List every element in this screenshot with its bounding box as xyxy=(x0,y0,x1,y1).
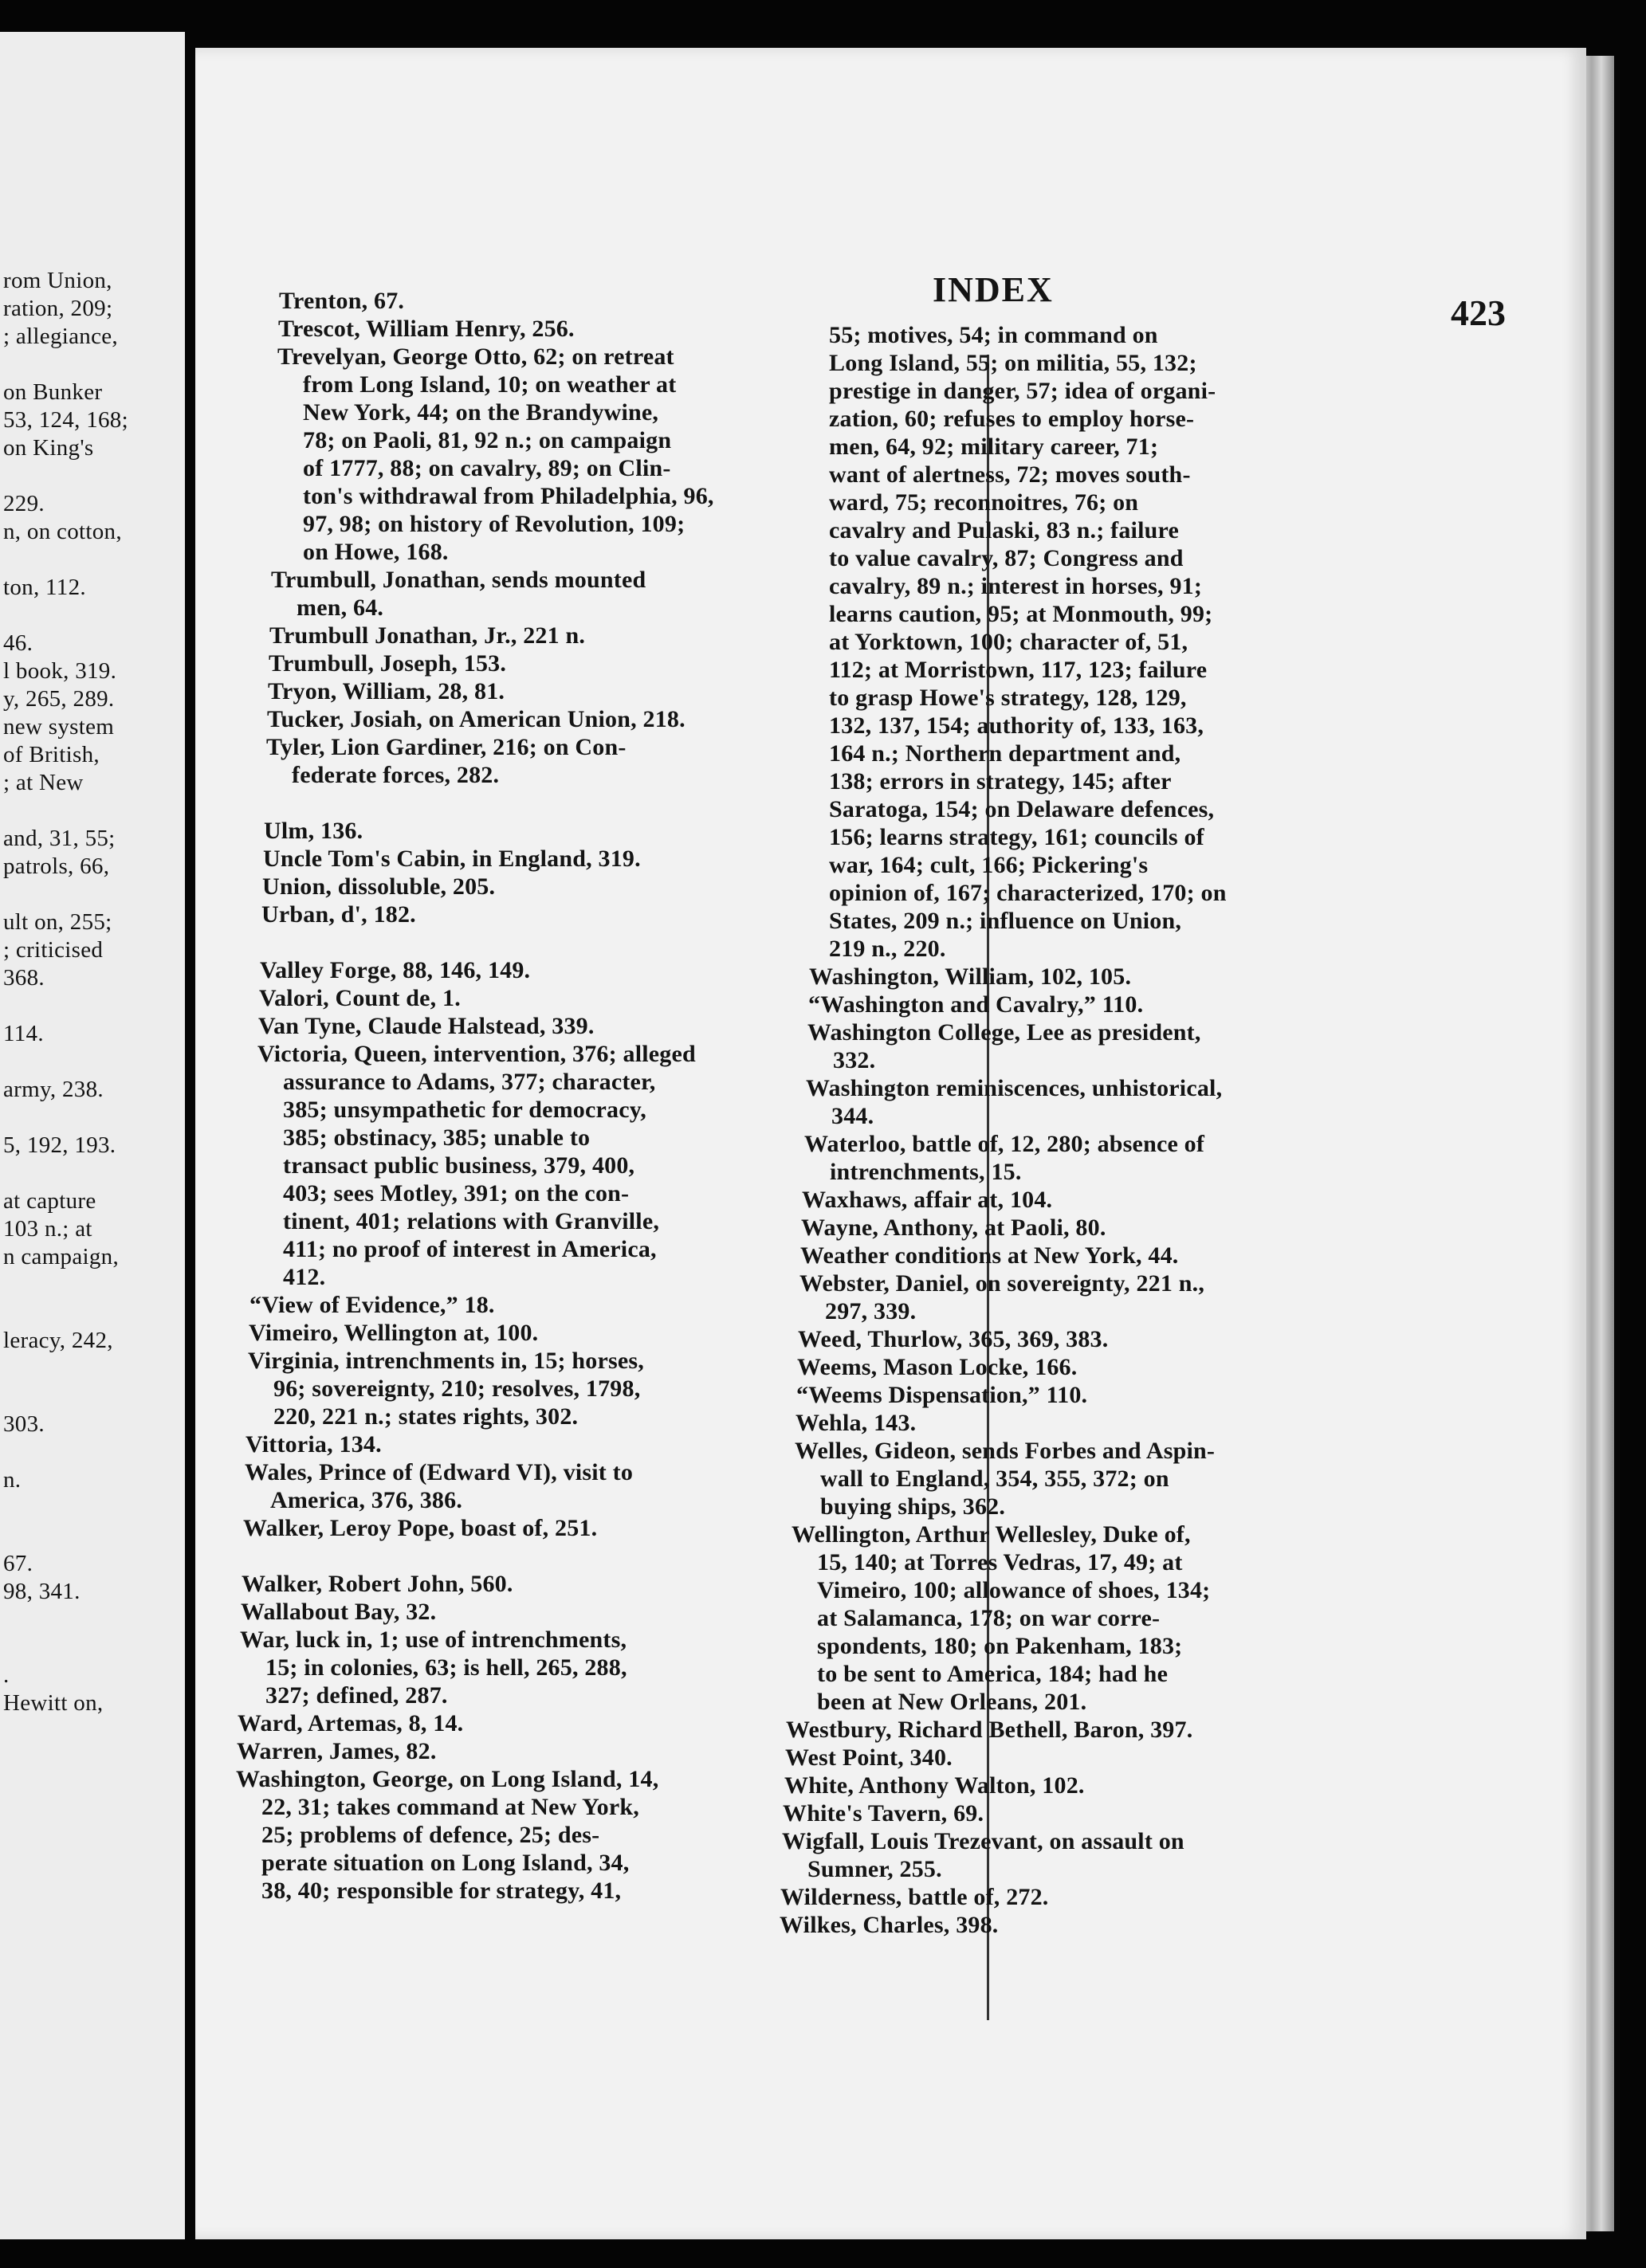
index-heading-line: Victoria, Queen, intervention, 376; alleged xyxy=(257,1041,696,1067)
index-entry xyxy=(792,1522,1210,1717)
facing-page-fragment: ton, 112. xyxy=(3,575,86,600)
index-continuation-line: spondents, 180; on Pakenham, 183; xyxy=(817,1633,1183,1659)
index-heading-line: Walker, Leroy Pope, boast of, 251. xyxy=(243,1515,598,1541)
index-heading-line: Valori, Count de, 1. xyxy=(259,985,461,1011)
facing-page-fragment: 368. xyxy=(3,965,45,991)
index-entry xyxy=(785,1745,953,1773)
left-page xyxy=(0,32,185,2239)
index-entry xyxy=(279,288,404,316)
index-entry xyxy=(271,567,646,623)
index-continuation-line: to be sent to America, 184; had he xyxy=(817,1661,1169,1687)
facing-page-fragment: of British, xyxy=(3,742,100,767)
index-continuation-line: cavalry, 89 n.; interest in horses, 91; xyxy=(829,573,1203,599)
index-entry xyxy=(260,958,530,986)
index-continuation-line: men, 64, 92; military career, 71; xyxy=(829,434,1159,460)
index-entry xyxy=(809,964,1131,992)
index-continuation-line: 327; defined, 287. xyxy=(265,1682,448,1709)
index-entry xyxy=(245,1460,633,1516)
index-entry xyxy=(780,1913,999,1940)
facing-page-fragment: ult on, 255; xyxy=(3,909,112,935)
index-heading-line: Tyler, Lion Gardiner, 216; on Con- xyxy=(266,734,627,760)
index-continuation-line: ton's withdrawal from Philadelphia, 96, xyxy=(303,483,714,509)
index-entry xyxy=(277,344,714,567)
index-continuation-line: 385; obstinacy, 385; unable to xyxy=(283,1124,591,1151)
index-heading-line: Waterloo, battle of, 12, 280; absence of xyxy=(804,1131,1205,1157)
index-continuation-line: 78; on Paoli, 81, 92 n.; on campaign xyxy=(303,427,672,453)
index-continuation-line: 22, 31; takes command at New York, xyxy=(261,1794,639,1820)
index-continuation-line: 25; problems of defence, 25; des- xyxy=(261,1822,600,1848)
index-continuation-line: assurance to Adams, 377; character, xyxy=(283,1069,656,1095)
index-continuation-line: Long Island, 55; on militia, 55, 132; xyxy=(829,350,1197,376)
facing-page-fragment: 5, 192, 193. xyxy=(3,1132,116,1158)
index-entry xyxy=(249,1293,495,1320)
index-continuation-line: 15, 140; at Torres Vedras, 17, 49; at xyxy=(817,1549,1183,1575)
index-entry xyxy=(796,1411,916,1438)
index-heading-line: Wallabout Bay, 32. xyxy=(241,1599,437,1625)
index-continuation-line: Sumner, 255. xyxy=(807,1856,942,1882)
index-entry xyxy=(798,1327,1108,1355)
index-continuation-line: 412. xyxy=(283,1264,326,1290)
index-continuation-line: been at New Orleans, 201. xyxy=(817,1689,1087,1715)
index-continuation-line: America, 376, 386. xyxy=(270,1487,463,1513)
index-heading-line: Washington College, Lee as president, xyxy=(807,1019,1201,1046)
facing-page-fragment: 103 n.; at xyxy=(3,1216,92,1242)
index-heading-line: Tryon, William, 28, 81. xyxy=(268,678,505,704)
index-entry xyxy=(263,846,641,874)
index-entry xyxy=(242,1572,513,1599)
facing-page-fragment: ; criticised xyxy=(3,937,104,963)
index-heading-line: Waxhaws, affair at, 104. xyxy=(802,1187,1053,1213)
index-heading-line: Ulm, 136. xyxy=(264,818,363,844)
index-entry xyxy=(248,1348,644,1432)
index-entry xyxy=(246,1432,382,1460)
index-heading-line: Tucker, Josiah, on American Union, 218. xyxy=(267,706,686,732)
index-continuation-line: war, 164; cult, 166; Pickering's xyxy=(829,852,1149,878)
facing-page-fragment: l book, 319. xyxy=(3,658,117,684)
index-heading-line: Warren, James, 82. xyxy=(237,1738,437,1764)
index-heading-line: Welles, Gideon, sends Forbes and Aspin- xyxy=(795,1438,1216,1464)
index-entry xyxy=(799,1271,1204,1327)
index-entry xyxy=(802,1187,1052,1215)
index-heading-line: Westbury, Richard Bethell, Baron, 397. xyxy=(786,1717,1193,1743)
index-heading-line: Van Tyne, Claude Halstead, 339. xyxy=(258,1013,595,1039)
index-entry xyxy=(269,623,585,651)
index-heading-line: Washington reminiscences, unhistorical, xyxy=(806,1075,1223,1101)
index-heading-line: Trumbull Jonathan, Jr., 221 n. xyxy=(269,622,586,649)
index-entry xyxy=(806,1076,1222,1132)
index-continuation-line: of 1777, 88; on cavalry, 89; on Clin- xyxy=(303,455,671,481)
facing-page-fragment: n. xyxy=(3,1467,22,1493)
index-heading-line: Trescot, William Henry, 256. xyxy=(278,316,575,342)
index-continuation-line: 220, 221 n.; states rights, 302. xyxy=(273,1403,579,1430)
index-continuation-line: 156; learns strategy, 161; councils of xyxy=(829,824,1204,850)
index-continuation-line: at Yorktown, 100; character of, 51, xyxy=(829,629,1188,655)
index-heading-line: Valley Forge, 88, 146, 149. xyxy=(260,957,531,983)
index-continuation-line: 411; no proof of interest in America, xyxy=(283,1236,657,1262)
index-continuation-line: Vimeiro, 100; allowance of shoes, 134; xyxy=(817,1577,1211,1603)
index-heading-line: West Point, 340. xyxy=(785,1744,953,1771)
index-continuation-line: want of alertness, 72; moves south- xyxy=(829,461,1191,488)
index-heading-line: Trenton, 67. xyxy=(279,288,405,314)
facing-page-fragment: ; allegiance, xyxy=(3,324,118,349)
index-entry xyxy=(258,1014,595,1042)
facing-page-fragment: n, on cotton, xyxy=(3,519,122,544)
index-continuation-line: 97, 98; on history of Revolution, 109; xyxy=(303,511,686,537)
index-entry xyxy=(241,1599,436,1627)
index-heading-line: Urban, d', 182. xyxy=(261,901,416,928)
index-continuation-line: 344. xyxy=(831,1103,874,1129)
index-heading-line: Wigfall, Louis Trezevant, on assault on xyxy=(782,1828,1184,1854)
index-entry xyxy=(243,1516,597,1544)
index-entry xyxy=(236,1767,658,1906)
index-continuation-line: wall to England, 354, 355, 372; on xyxy=(820,1466,1169,1492)
index-heading-line: Virginia, intrenchments in, 15; horses, xyxy=(248,1348,644,1374)
index-continuation-line: tinent, 401; relations with Granville, xyxy=(283,1208,660,1234)
index-continuation-line: 38, 40; responsible for strategy, 41, xyxy=(261,1878,622,1904)
page-number: 423 xyxy=(1451,292,1506,333)
index-continuation-line: 138; errors in strategy, 145; after xyxy=(829,768,1172,795)
index-entry xyxy=(259,986,461,1014)
index-entry xyxy=(801,1215,1106,1243)
index-continuation-line: opinion of, 167; characterized, 170; on xyxy=(829,880,1227,906)
index-continuation-line: 132, 137, 154; authority of, 133, 163, xyxy=(829,712,1204,739)
facing-page-fragment: . xyxy=(3,1662,10,1688)
index-heading-line: Uncle Tom's Cabin, in England, 319. xyxy=(263,846,641,872)
index-heading-line: Vimeiro, Wellington at, 100. xyxy=(249,1320,539,1346)
index-entry xyxy=(266,735,627,791)
facing-page-fragment: and, 31, 55; xyxy=(3,826,116,851)
facing-page-fragment: patrols, 66, xyxy=(3,853,110,879)
facing-page-fragment: ration, 209; xyxy=(3,296,113,321)
index-heading-line: Union, dissoluble, 205. xyxy=(262,873,496,900)
index-entry xyxy=(261,902,416,930)
index-continuation-line: federate forces, 282. xyxy=(292,762,500,788)
index-heading-line: 55; motives, 54; in command on xyxy=(829,322,1158,348)
index-heading-line: White's Tavern, 69. xyxy=(783,1800,984,1827)
index-continuation-line: 164 n.; Northern department and, xyxy=(829,740,1181,767)
index-entry xyxy=(786,1717,1192,1745)
facing-page-fragment: 229. xyxy=(3,491,45,516)
index-continuation-line: learns caution, 95; at Monmouth, 99; xyxy=(829,601,1213,627)
index-heading-line: Ward, Artemas, 8, 14. xyxy=(238,1710,464,1736)
index-entry xyxy=(237,1739,437,1767)
index-continuation-line: prestige in danger, 57; idea of organi- xyxy=(829,378,1216,404)
index-heading-line: Wilderness, battle of, 272. xyxy=(780,1884,1049,1910)
index-heading-line: War, luck in, 1; use of intrenchments, xyxy=(240,1626,627,1653)
facing-page-fragment: 303. xyxy=(3,1411,45,1437)
index-heading-line: Washington, William, 102, 105. xyxy=(809,963,1132,990)
facing-page-fragment: leracy, 242, xyxy=(3,1328,113,1353)
index-heading-line: Weather conditions at New York, 44. xyxy=(800,1242,1179,1269)
index-heading-line: “Washington and Cavalry,” 110. xyxy=(808,991,1144,1018)
index-entry xyxy=(264,818,363,846)
index-entry xyxy=(783,1801,984,1829)
index-entry xyxy=(797,1355,1077,1383)
page-edge xyxy=(1582,56,1614,2231)
index-heading-line: Wales, Prince of (Edward VI), visit to xyxy=(245,1459,634,1485)
index-continuation-line: to grasp Howe's strategy, 128, 129, xyxy=(829,685,1187,711)
index-continuation-line: zation, 60; refuses to employ horse- xyxy=(829,406,1195,432)
index-heading-line: Weed, Thurlow, 365, 369, 383. xyxy=(798,1326,1109,1352)
index-continuation-line: 297, 339. xyxy=(825,1298,917,1324)
index-continuation-line: cavalry and Pulaski, 83 n.; failure xyxy=(829,517,1179,543)
index-heading-line: “Weems Dispensation,” 110. xyxy=(796,1382,1088,1408)
index-entry xyxy=(780,1885,1049,1913)
index-entry xyxy=(268,679,505,707)
facing-page-fragment: new system xyxy=(3,714,115,740)
index-heading-line: White, Anthony Walton, 102. xyxy=(784,1772,1085,1799)
facing-page-fragment: at capture xyxy=(3,1188,96,1214)
index-continuation-line: men, 64. xyxy=(297,594,384,621)
index-continuation-line: from Long Island, 10; on weather at xyxy=(303,371,677,398)
running-head: INDEX xyxy=(933,270,1054,309)
index-continuation-line: 403; sees Motley, 391; on the con- xyxy=(283,1180,630,1207)
index-continuation-line: perate situation on Long Island, 34, xyxy=(261,1850,630,1876)
index-entry xyxy=(808,992,1143,1020)
facing-page-fragment: 53, 124, 168; xyxy=(3,407,128,433)
index-heading-line: Webster, Daniel, on sovereignty, 221 n., xyxy=(799,1270,1205,1297)
index-continuation-line: at Salamanca, 178; on war corre- xyxy=(817,1605,1161,1631)
index-entry xyxy=(782,1829,1184,1885)
index-continuation-line: transact public business, 379, 400, xyxy=(283,1152,635,1179)
index-entry xyxy=(267,707,686,735)
facing-page-fragment: 67. xyxy=(3,1551,33,1576)
facing-page-fragment: Hewitt on, xyxy=(3,1690,104,1716)
index-continuation-line: 112; at Morristown, 117, 123; failure xyxy=(829,657,1208,683)
index-continuation-line: New York, 44; on the Brandywine, xyxy=(303,399,659,426)
facing-page-fragment: n campaign, xyxy=(3,1244,120,1269)
index-heading-line: Wellington, Arthur Wellesley, Duke of, xyxy=(792,1521,1191,1548)
facing-page-fragment: 98, 341. xyxy=(3,1579,81,1604)
index-continuation-line: on Howe, 168. xyxy=(303,539,449,565)
index-heading-line: Weems, Mason Locke, 166. xyxy=(797,1354,1078,1380)
index-continuation-line: 219 n., 220. xyxy=(829,936,946,962)
index-continuation-line: 15; in colonies, 63; is hell, 265, 288, xyxy=(265,1654,627,1681)
index-entry xyxy=(262,874,495,902)
index-continuation-line: intrenchments, 15. xyxy=(830,1159,1022,1185)
index-entry xyxy=(240,1627,627,1711)
index-heading-line: Wilkes, Charles, 398. xyxy=(780,1912,999,1938)
index-entry xyxy=(257,1042,696,1293)
index-heading-line: Trumbull, Joseph, 153. xyxy=(269,650,507,677)
index-heading-line: Walker, Robert John, 560. xyxy=(242,1571,513,1597)
index-continuation-line: 385; unsympathetic for democracy, xyxy=(283,1097,646,1123)
facing-page-fragment: 114. xyxy=(3,1021,44,1046)
index-continuation-line: 332. xyxy=(833,1047,876,1073)
facing-page-fragment: army, 238. xyxy=(3,1077,104,1102)
index-entry xyxy=(796,1383,1087,1411)
index-continuation-line: ward, 75; reconnoitres, 76; on xyxy=(829,489,1139,516)
index-entry xyxy=(238,1711,463,1739)
index-heading-line: Wayne, Anthony, at Paoli, 80. xyxy=(801,1214,1106,1241)
index-heading-line: “View of Evidence,” 18. xyxy=(249,1292,495,1318)
index-entry xyxy=(269,651,506,679)
index-continuation-line: buying ships, 362. xyxy=(820,1493,1006,1520)
index-heading-line: Washington, George, on Long Island, 14, xyxy=(236,1766,659,1792)
index-continuation-line: 96; sovereignty, 210; resolves, 1798, xyxy=(273,1375,641,1402)
facing-page-fragment: rom Union, xyxy=(3,268,112,293)
index-continuation-line: States, 209 n.; influence on Union, xyxy=(829,908,1182,934)
facing-page-fragment: on King's xyxy=(3,435,94,461)
index-heading-line: Trevelyan, George Otto, 62; on retreat xyxy=(277,343,674,370)
index-heading-line: Vittoria, 134. xyxy=(246,1431,382,1458)
index-heading-line: Wehla, 143. xyxy=(796,1410,917,1436)
index-entry xyxy=(795,1438,1215,1522)
index-entry xyxy=(784,1773,1085,1801)
index-heading-line: Trumbull, Jonathan, sends mounted xyxy=(271,567,646,593)
right-page xyxy=(195,48,1586,2239)
index-entry xyxy=(804,1132,1204,1187)
index-entry xyxy=(800,1243,1179,1271)
index-entry xyxy=(278,316,575,344)
facing-page-fragment: ; at New xyxy=(3,770,84,795)
index-continuation-line: Saratoga, 154; on Delaware defences, xyxy=(829,796,1215,822)
facing-page-fragment: y, 265, 289. xyxy=(3,686,115,712)
facing-page-fragment: on Bunker xyxy=(3,379,103,405)
index-entry xyxy=(829,323,1227,964)
index-entry xyxy=(249,1320,538,1348)
facing-page-fragment: 46. xyxy=(3,630,33,656)
index-entry xyxy=(807,1020,1201,1076)
index-continuation-line: to value cavalry, 87; Congress and xyxy=(829,545,1184,571)
